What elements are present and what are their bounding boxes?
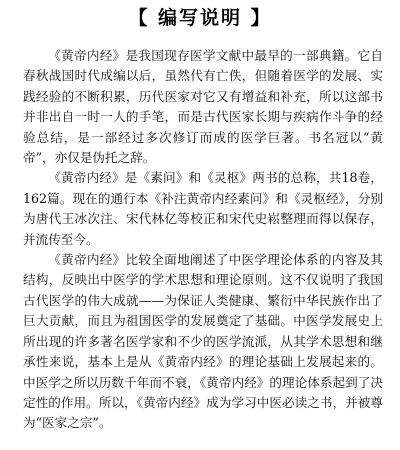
paragraph-2: 《黄帝内经》是《素问》和《灵枢》两书的总称，共18卷，162篇。现在的通行本《补注黄帝内经素问》和《灵枢经》，分别为唐代王冰次注、宋代林亿等校正和宋代史崧整理而得以保存，并流传至今。 <box>23 170 383 247</box>
paragraph-3: 《黄帝内经》比较全面地阐述了中医学理论体系的内容及其结构，反映出中医学的学术思想和理论原则。这不仅说明了我国古代医学的伟大成就——为保证人类健康、繁衍中华民族作出了巨大贡献，而且为祖国医学的发展奠定了基础。中医学发展史上所出现的许多著名医学家和不少的医学流派，从其学术思想和继承性来说，基本上是从《黄帝内经》的理论基础上发展起来的。中医学之所以历数千年而不衰，《黄帝内经》的理论体系起到了决定性的作用。所以，《黄帝内经》成为学习中医必读之书，并被尊为“医家之宗”。 <box>23 252 383 431</box>
body-text <box>23 46 383 434</box>
page-title: 【 编写说明 】 <box>128 7 272 29</box>
paragraph-1: 《黄帝内经》是我国现存医学文献中最早的一部典籍。它自春秋战国时代成编以后，虽然代有亡佚，但随着医学的发展、实践经验的不断积累，历代医家对它又有增益和补充，所以这部书并非出自一时一人的手笔，而是古代医家长期与疾病作斗争的经验总结，是一部经过多次修订而成的医学巨著。书名冠以“黄帝”，亦仅是伪托之辞。 <box>23 48 383 166</box>
